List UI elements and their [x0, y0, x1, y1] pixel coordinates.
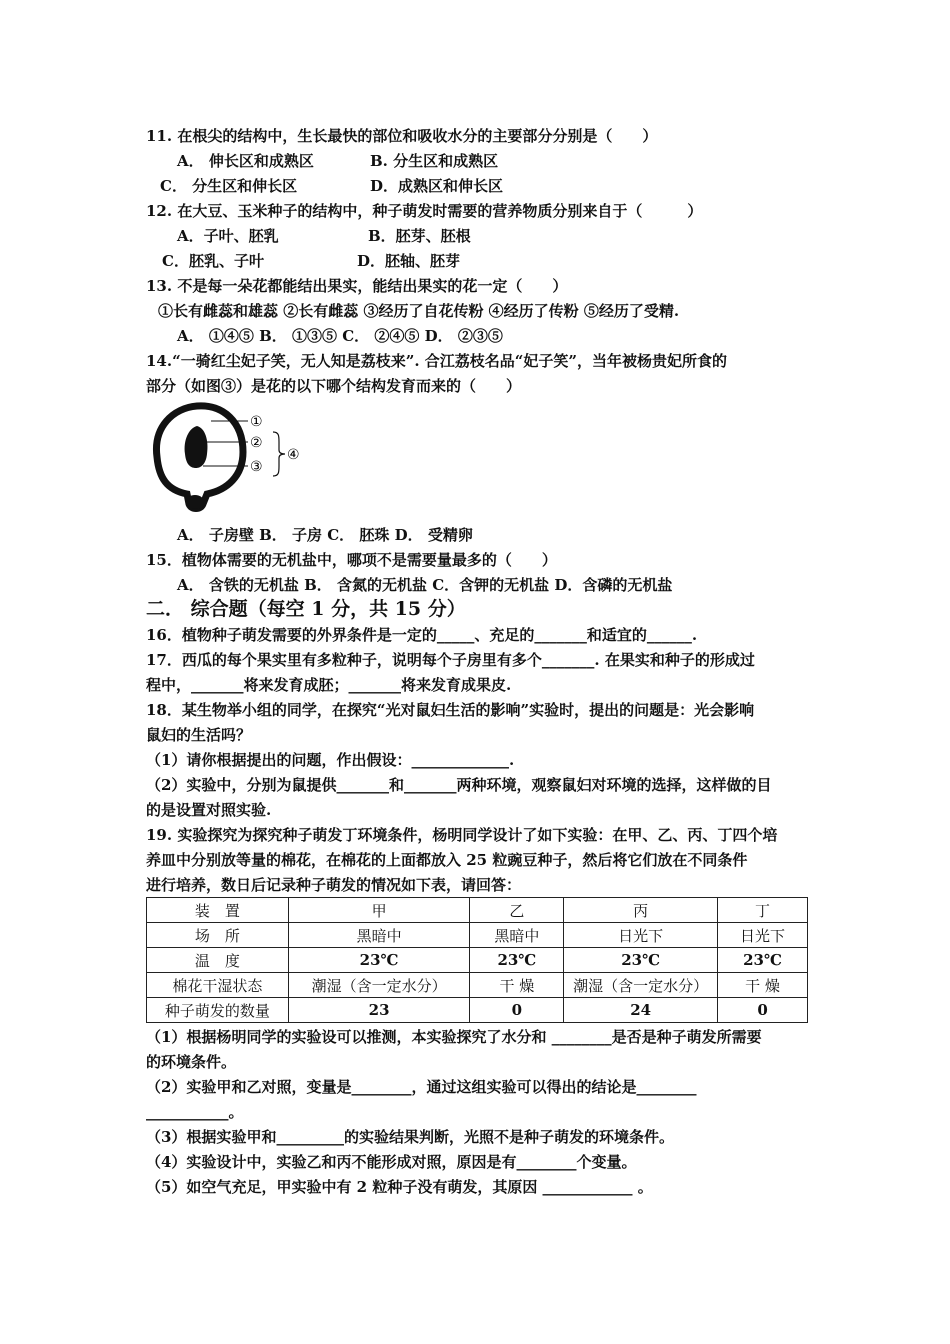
table-cell: 23 — [288, 998, 470, 1023]
experiment-table — [146, 897, 808, 1023]
table-cell: 日光下 — [564, 923, 718, 948]
q19-sub1-line1: （1）根据杨明同学的实验设可以推测，本实验探究了水分和 ________是否是种子萌发所需要 — [146, 1028, 762, 1046]
table-cell: 棉花干湿状态 — [147, 973, 289, 998]
q19-sub2-line2: ___________。 — [146, 1103, 244, 1121]
table-row — [147, 898, 808, 923]
q19-line1: 19. 实验探究为探究种子萌发丁环境条件，杨明同学设计了如下实验：在甲、乙、丙、丁四个培 — [146, 826, 778, 844]
q19-sub5: （5）如空气充足，甲实验中有 2 粒种子没有萌发，其原因 ____________ 。 — [146, 1178, 653, 1196]
label-1: ① — [250, 414, 263, 430]
q13-options: A． ①④⑤ B． ①③⑤ C． ②④⑤ D． ②③⑤ — [177, 327, 503, 345]
q12-stem: 12. 在大豆、玉米种子的结构中，种子萌发时需要的营养物质分别来自于（ ） — [146, 202, 703, 220]
q18-sub2-line2: 的是设置对照实验. — [146, 801, 272, 819]
q19-line2: 养皿中分别放等量的棉花，在棉花的上面都放入 25 粒豌豆种子，然后将它们放在不同条件 — [146, 851, 748, 869]
q12-option-c: C．胚乳、子叶 — [162, 252, 264, 270]
q11-option-a: A． 伸长区和成熟区 — [177, 152, 314, 170]
table-cell: 黑暗中 — [288, 923, 470, 948]
table-cell: 丙 — [564, 898, 718, 923]
table-cell: 23℃ — [718, 948, 808, 973]
q14-options: A． 子房壁 B． 子房 C． 胚珠 D． 受精卵 — [177, 526, 473, 544]
q11-stem: 11. 在根尖的结构中，生长最快的部位和吸收水分的主要部分分别是（ ） — [146, 127, 658, 145]
table-cell: 场 所 — [147, 923, 289, 948]
q12-option-b: B．胚芽、胚根 — [368, 227, 471, 245]
lychee-fruit-figure — [145, 402, 315, 512]
label-4: ④ — [287, 447, 300, 463]
q15-stem: 15．植物体需要的无机盐中，哪项不是需要量最多的（ ） — [146, 551, 557, 569]
q19-line3: 进行培养，数日后记录种子萌发的情况如下表，请回答： — [146, 876, 522, 894]
table-row — [147, 973, 808, 998]
table-cell: 23℃ — [470, 948, 564, 973]
q19-sub3: （3）根据实验甲和_________的实验结果判断，光照不是种子萌发的环境条件。 — [146, 1128, 674, 1146]
table-cell: 黑暗中 — [470, 923, 564, 948]
label-2: ② — [250, 435, 263, 451]
table-cell: 23℃ — [564, 948, 718, 973]
table-row — [147, 948, 808, 973]
q18-line2: 鼠妇的生活吗？ — [146, 726, 252, 744]
q15-options: A． 含铁的无机盐 B． 含氮的无机盐 C．含钾的无机盐 D．含磷的无机盐 — [177, 576, 673, 594]
q12-option-a: A．子叶、胚乳 — [177, 227, 279, 245]
table-cell: 乙 — [470, 898, 564, 923]
table-cell: 丁 — [718, 898, 808, 923]
lychee-diagram — [145, 402, 315, 512]
table-cell: 装 置 — [147, 898, 289, 923]
q13-stem: 13. 不是每一朵花都能结出果实，能结出果实的花一定（ ） — [146, 277, 568, 295]
q11-option-d: D．成熟区和伸长区 — [370, 177, 504, 195]
q14-stem-line1: 14.“一骑红尘妃子笑，无人知是荔枝来”. 合江荔枝名品“妃子笑”，当年被杨贵妃所食的 — [146, 352, 728, 370]
table-cell: 0 — [718, 998, 808, 1023]
table-cell: 干 燥 — [470, 973, 564, 998]
q17-line2: 程中，_______将来发育成胚；_______将来发育成果皮. — [146, 676, 512, 694]
q13-items: ①长有雌蕊和雄蕊 ②长有雌蕊 ③经历了自花传粉 ④经历了传粉 ⑤经历了受精. — [158, 302, 680, 320]
q18-line1: 18．某生物举小组的同学，在探究“光对鼠妇生活的影响”实验时，提出的问题是：光会影响 — [146, 701, 755, 719]
q19-sub1-line2: 的环境条件。 — [146, 1053, 237, 1071]
table-row — [147, 923, 808, 948]
table-row — [147, 998, 808, 1023]
table-cell: 种子萌发的数量 — [147, 998, 289, 1023]
table-cell: 23℃ — [288, 948, 470, 973]
table-cell: 潮湿（含一定水分） — [564, 973, 718, 998]
q16-stem: 16．植物种子萌发需要的外界条件是一定的_____、充足的_______和适宜的______. — [146, 626, 698, 644]
q17-line1: 17．西瓜的每个果实里有多粒种子，说明每个子房里有多个_______. 在果实和种子的形成过 — [146, 651, 755, 669]
table-cell: 甲 — [288, 898, 470, 923]
section-2-heading: 二． 综合题（每空 1 分，共 15 分） — [146, 598, 466, 620]
table-cell: 日光下 — [718, 923, 808, 948]
q11-option-c: C． 分生区和伸长区 — [160, 177, 298, 195]
table-cell: 干 燥 — [718, 973, 808, 998]
q19-sub2-line1: （2）实验甲和乙对照，变量是________，通过这组实验可以得出的结论是________ — [146, 1078, 697, 1096]
table-cell: 24 — [564, 998, 718, 1023]
table-cell: 温 度 — [147, 948, 289, 973]
label-3: ③ — [250, 459, 263, 475]
q18-sub2-line1: （2）实验中，分别为鼠提供_______和_______两种环境，观察鼠妇对环境的选择，这样做的目 — [146, 776, 772, 794]
q14-stem-line2: 部分（如图③）是花的以下哪个结构发育而来的（ ） — [146, 377, 522, 395]
table-cell: 0 — [470, 998, 564, 1023]
table-cell: 潮湿（含一定水分） — [288, 973, 470, 998]
q19-sub4: （4）实验设计中，实验乙和丙不能形成对照，原因是有________个变量。 — [146, 1153, 637, 1171]
q11-option-b: B. 分生区和成熟区 — [370, 152, 499, 170]
q18-sub1: （1）请你根据提出的问题，作出假设：_____________. — [146, 751, 515, 769]
q12-option-d: D．胚轴、胚芽 — [357, 252, 461, 270]
